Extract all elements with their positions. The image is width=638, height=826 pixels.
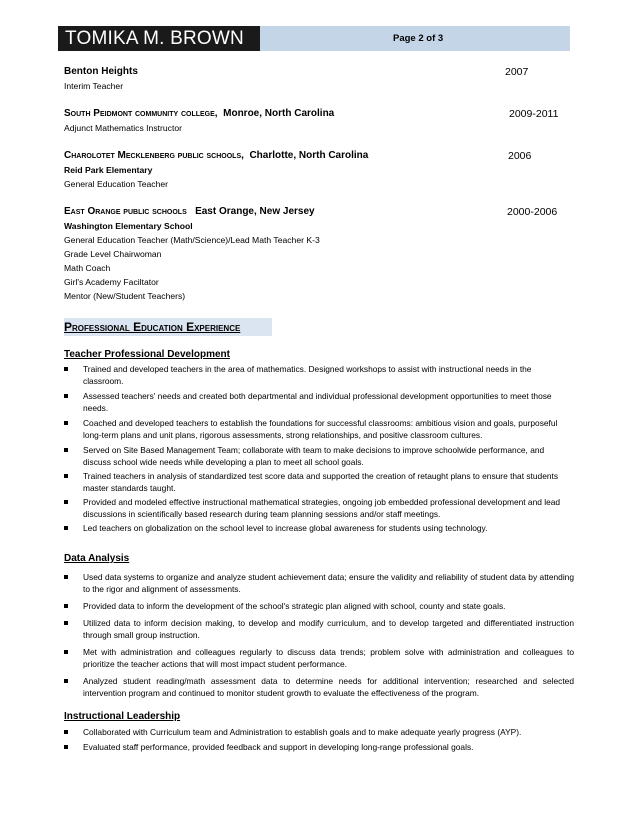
subheading-data-analysis: Data Analysis	[64, 553, 130, 564]
list-item: Served on Site Based Management Team; collaborate with team to make decisions to improve schoolwide performance, and discuss school wide needs while developing a plan to meet all school goals.	[64, 444, 574, 468]
job-role: Interim Teacher	[64, 81, 124, 91]
job-location: Charlotte, North Carolina	[249, 150, 369, 161]
list-item: Collaborated with Curriculum team and Administration to establish goals and to make adequate yearly progress (AYP).	[64, 726, 574, 738]
job-role: Adjunct Mathematics Instructor	[64, 123, 182, 133]
list-item: Assessed teachers' needs and created both departmental and individual professional development opportunities to meet those needs.	[64, 390, 574, 414]
list-item: Led teachers on globalization on the school level to increase global awareness for students using technology.	[64, 522, 574, 534]
job-role: Math Coach	[64, 263, 111, 273]
job-org: Charolotet Mecklenberg public schools,	[64, 150, 244, 161]
job-entry-benton	[64, 65, 574, 93]
job-entry-east-orange	[64, 205, 574, 303]
list-item: Used data systems to organize and analyze student achievement data; ensure the validity and reliability of student data by attending to the rigor and alignment of assessments.	[64, 571, 574, 595]
job-title	[64, 205, 574, 219]
job-entry-charlotte	[64, 149, 574, 191]
job-title	[64, 65, 574, 79]
list-item: Trained and developed teachers in the area of mathematics. Designed workshops to assist with instructional needs in the classroom.	[64, 363, 574, 387]
job-org: Benton Heights	[64, 66, 138, 77]
job-role: Mentor (New/Student Teachers)	[64, 291, 186, 301]
job-org: East Orange public schools	[64, 206, 187, 217]
list-item: Provided and modeled effective instructional mathematical strategies, ongoing job embedded professional development and lead discussions in scientifically based research during team planning sessions and/or staff meetings.	[64, 496, 574, 520]
list-item: Met with administration and colleagues regularly to discuss data trends; problem solve with administration and colleagues to prioritize the teacher actions that will most impact student performance.	[64, 646, 574, 670]
job-year: 2009-2011	[509, 108, 559, 120]
list-item: Evaluated staff performance, provided feedback and support in developing long-range professional goals.	[64, 741, 574, 753]
job-school: Reid Park Elementary	[64, 165, 153, 175]
subheading-teacher-development: Teacher Professional Development	[64, 349, 230, 360]
list-item: Coached and developed teachers to establish the foundations for successful classrooms: ambitious vision and goals, purposeful long-term plans and unit plans, rigorous assessments, strong relationships, and positive classroom cultures.	[64, 417, 574, 441]
resume-name: TOMIKA M. BROWN	[58, 26, 260, 51]
job-title	[64, 107, 574, 121]
instructional-leadership-list	[64, 726, 574, 753]
job-year: 2000-2006	[507, 206, 558, 218]
list-item: Utilized data to inform decision making, to develop and modify curriculum, and to develop targeted and differentiated instruction through small group instruction.	[64, 617, 574, 641]
job-role: Grade Level Chairwoman	[64, 249, 162, 259]
job-school: Washington Elementary School	[64, 221, 193, 231]
page-number: Page 2 of 3	[260, 26, 570, 51]
job-org: South Peidmont community college,	[64, 108, 218, 119]
teacher-development-list	[64, 363, 574, 534]
list-item: Trained teachers in analysis of standardized test score data and supported the creation of retaught plans to ensure that students master standards taught.	[64, 470, 574, 494]
list-item: Analyzed student reading/math assessment data to determine needs for additional intervention; researched and selected intervention program and continued to monitor student growth to evaluate the effectiveness of the program.	[64, 675, 574, 699]
job-role: Girl's Academy Faciltator	[64, 277, 159, 287]
job-year: 2007	[505, 66, 529, 78]
job-year: 2006	[508, 150, 532, 162]
job-entry-south-piedmont	[64, 107, 574, 135]
job-role: General Education Teacher	[64, 179, 168, 189]
subheading-instructional-leadership: Instructional Leadership	[64, 711, 181, 722]
data-analysis-list	[64, 571, 574, 699]
list-item: Provided data to inform the development of the school's strategic plan aligned with school, county and state goals.	[64, 600, 574, 612]
job-location: East Orange, New Jersey	[195, 206, 315, 217]
job-location: Monroe, North Carolina	[223, 108, 335, 119]
job-title	[64, 149, 574, 163]
section-heading-professional-experience: Professional Education Experience	[64, 318, 272, 336]
job-role: General Education Teacher (Math/Science)/Lead Math Teacher K-3	[64, 235, 320, 245]
